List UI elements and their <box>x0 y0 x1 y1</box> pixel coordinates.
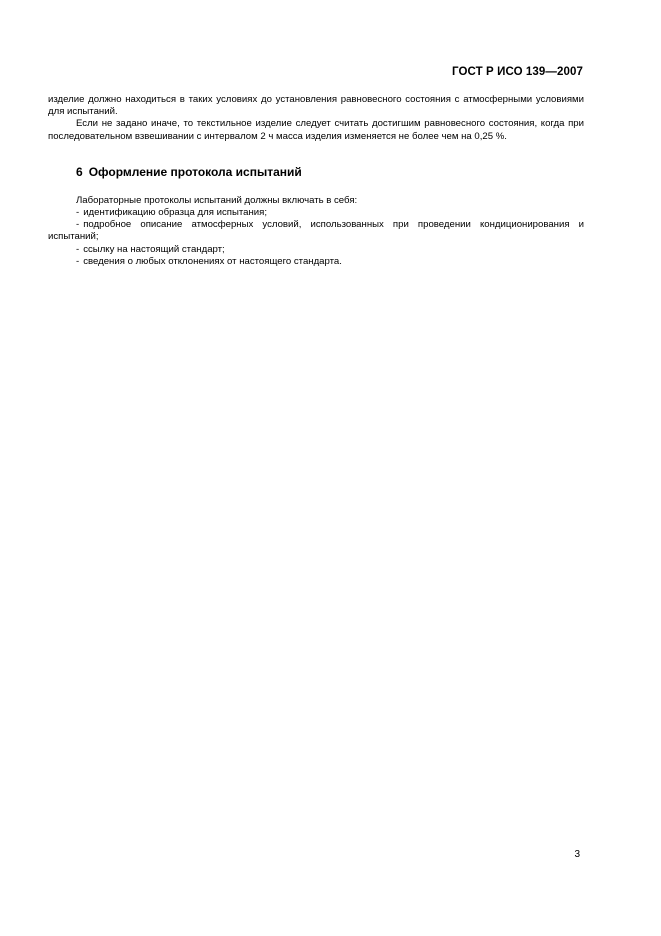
paragraph-continuation: изделие должно находиться в таких условиях до установления равновесного состояния с атмосферными условиями для испытаний. <box>48 94 584 118</box>
paragraph-equilibrium: Если не задано иначе, то текстильное изделие следует считать достигшим равновесного состояния, когда при последовательном взвешивании с интервалом 2 ч масса изделия изменяется не более чем на 0,25 %. <box>48 118 584 142</box>
requirements-list <box>48 207 584 268</box>
list-item <box>48 256 584 268</box>
list-dash: - <box>76 255 80 267</box>
list-item-text: подробное описание атмосферных условий, использованных при проведении кондиционирования и испытаний; <box>48 219 584 243</box>
section-heading <box>76 165 584 179</box>
list-dash: - <box>76 243 80 255</box>
section-title: Оформление протокола испытаний <box>88 164 302 179</box>
list-item-text: ссылку на настоящий стандарт; <box>83 243 225 255</box>
page-content <box>48 94 584 268</box>
list-dash: - <box>76 207 80 219</box>
list-item-text: сведения о любых отклонениях от настоящего стандарта. <box>83 255 342 267</box>
list-dash: - <box>76 219 80 231</box>
section-intro: Лабораторные протоколы испытаний должны включать в себя: <box>76 194 358 206</box>
section-number: 6 <box>76 164 83 179</box>
document-code: ГОСТ Р ИСО 139—2007 <box>451 66 583 78</box>
page-number: 3 <box>574 849 580 860</box>
list-item-text: идентификацию образца для испытания; <box>83 207 267 219</box>
list-item <box>48 244 584 256</box>
list-item <box>48 219 584 243</box>
list-item <box>48 207 584 219</box>
